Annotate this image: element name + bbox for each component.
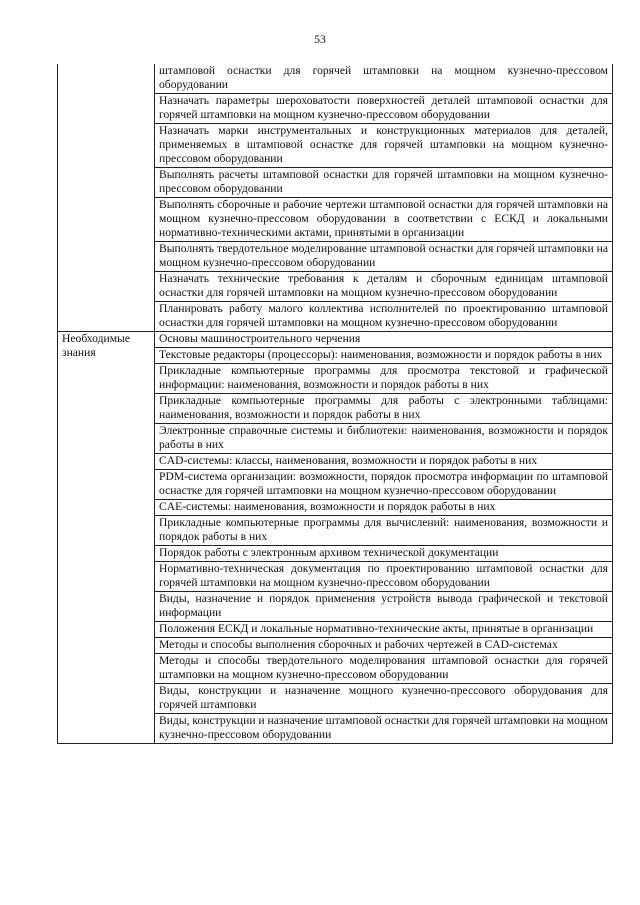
- table-row: [58, 332, 613, 348]
- requirement-cell: Выполнять твердотельное моделирование штамповой оснастки для горячей штамповки на мощном кузнечно-прессовом оборудовании: [155, 242, 613, 272]
- requirement-cell: CAD-системы: классы, наименования, возможности и порядок работы в них: [155, 454, 613, 470]
- requirement-cell: Прикладные компьютерные программы для просмотра текстовой и графической информации: наименования, возможности и порядок работы в них: [155, 364, 613, 394]
- page-number: 53: [314, 34, 326, 46]
- requirements-table: [57, 64, 613, 744]
- requirement-cell: Прикладные компьютерные программы для работы с электронными таблицами: наименования, возможности и порядок работы в них: [155, 394, 613, 424]
- requirement-cell: Виды, конструкции и назначение штамповой оснастки для горячей штамповки на мощном кузнечно-прессовом оборудовании: [155, 714, 613, 744]
- requirement-cell: Прикладные компьютерные программы для вычислений: наименования, возможности и порядок работы в них: [155, 516, 613, 546]
- requirement-cell: Назначать марки инструментальных и конструкционных материалов для деталей, применяемых в штамповой оснастке для горячей штамповки на мощном кузнечно-прессовом оборудовании: [155, 124, 613, 168]
- requirement-cell: Основы машиностроительного черчения: [155, 332, 613, 348]
- requirement-cell: Назначать параметры шероховатости поверхностей деталей штамповой оснастки для горячей штамповки на мощном кузнечно-прессовом оборудовании: [155, 94, 613, 124]
- requirement-cell: Назначать технические требования к деталям и сборочным единицам штамповой оснастки для горячей штамповки на мощном кузнечно-прессовом оборудовании: [155, 272, 613, 302]
- requirement-cell: Электронные справочные системы и библиотеки: наименования, возможности и порядок работы в них: [155, 424, 613, 454]
- section-label-cell: [58, 332, 155, 744]
- requirement-cell: Выполнять сборочные и рабочие чертежи штамповой оснастки для горячей штамповки на мощном кузнечно-прессовом оборудовании в соответствии с ЕСКД и локальными нормативно-техническими актами, принятыми в организации: [155, 198, 613, 242]
- requirement-cell: Методы и способы выполнения сборочных и рабочих чертежей в CAD-системах: [155, 638, 613, 654]
- requirement-cell: Методы и способы твердотельного моделирования штамповой оснастки для горячей штамповки на мощном кузнечно-прессовом оборудовании: [155, 654, 613, 684]
- section-label-cell: [58, 64, 155, 332]
- table-row: [58, 64, 613, 94]
- requirement-cell: Планировать работу малого коллектива исполнителей по проектированию штамповой оснастки для горячей штамповки на мощном кузнечно-прессовом оборудовании: [155, 302, 613, 332]
- requirement-cell: Текстовые редакторы (процессоры): наименования, возможности и порядок работы в них: [155, 348, 613, 364]
- section-label: Необходимые знания: [62, 332, 130, 359]
- requirement-cell: Положения ЕСКД и локальные нормативно-технические акты, принятые в организации: [155, 622, 613, 638]
- requirement-cell: Виды, назначение и порядок применения устройств вывода графической и текстовой информации: [155, 592, 613, 622]
- requirement-cell: CAE-системы: наименования, возможности и порядок работы в них: [155, 500, 613, 516]
- requirement-cell: Виды, конструкции и назначение мощного кузнечно-прессового оборудования для горячей штамповки: [155, 684, 613, 714]
- requirement-cell: штамповой оснастки для горячей штамповки на мощном кузнечно-прессовом оборудовании: [155, 64, 613, 94]
- requirement-cell: Выполнять расчеты штамповой оснастки для горячей штамповки на мощном кузнечно-прессовом оборудовании: [155, 168, 613, 198]
- requirement-cell: PDM-система организации: возможности, порядок просмотра информации по штамповой оснастке для горячей штамповки на мощном кузнечно-прессовом оборудовании: [155, 470, 613, 500]
- requirement-cell: Порядок работы с электронным архивом технической документации: [155, 546, 613, 562]
- requirement-cell: Нормативно-техническая документация по проектированию штамповой оснастки для горячей штамповки на мощном кузнечно-прессовом оборудовании: [155, 562, 613, 592]
